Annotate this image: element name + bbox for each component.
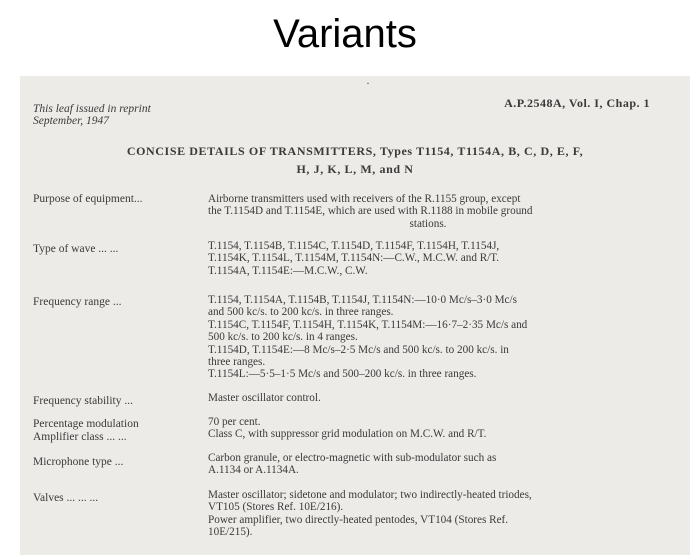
scanned-document xyxy=(20,76,690,555)
scan-speck: · xyxy=(366,76,370,90)
row-label: Percentage modulation xyxy=(33,418,139,430)
row-value xyxy=(208,416,261,428)
value-line: T.1154K, T.1154L, T.1154M, T.1154N:—C.W., M.C.W. and R/T. xyxy=(208,252,500,265)
row-label: Valves ... ... ... xyxy=(33,492,99,504)
value-line: T.1154C, T.1154F, T.1154H, T.1154K, T.1154M:—16·7–2·35 Mc/s and xyxy=(208,318,528,331)
value-line: A.1134 or A.1134A. xyxy=(208,464,299,477)
slide-title: Variants xyxy=(273,12,417,56)
value-line: VT105 (Stores Ref. 10E/216). xyxy=(208,501,344,514)
value-line: the T.1154D and T.1154E, which are used with R.1188 in mobile ground xyxy=(208,205,533,218)
value-line: T.1154L:—5·5–1·5 Mc/s and 500–200 kc/s. in three ranges. xyxy=(208,368,477,381)
reprint-note xyxy=(33,103,151,128)
row-value xyxy=(208,294,527,381)
row-value xyxy=(208,392,321,404)
reprint-note-line: September, 1947 xyxy=(33,115,110,128)
value-line: 500 kc/s. to 200 kc/s. in 4 ranges. xyxy=(208,331,358,344)
value-line: 10E/215). xyxy=(208,526,253,539)
row-value xyxy=(208,452,496,477)
value-line: stations. xyxy=(409,217,447,230)
value-line: T.1154D, T.1154E:—8 Mc/s–2·5 Mc/s and 500 kc/s. to 200 kc/s. in xyxy=(208,343,509,356)
value-line: Master oscillator control. xyxy=(208,392,321,404)
value-line: Class C, with suppressor grid modulation on M.C.W. and R/T. xyxy=(208,428,487,440)
row-label: Purpose of equipment... xyxy=(33,193,143,205)
document-heading: CONCISE DETAILS OF TRANSMITTERS, Types T1154, T1154A, B, C, D, E, F, xyxy=(126,144,584,158)
document-reference: A.P.2548A, Vol. I, Chap. 1 xyxy=(504,96,650,110)
row-value xyxy=(208,428,486,440)
row-label: Frequency stability ... xyxy=(33,395,133,407)
value-line: three ranges. xyxy=(208,356,266,369)
row-label: Frequency range ... xyxy=(33,296,122,308)
reprint-note-line: This leaf issued in reprint xyxy=(33,103,151,115)
value-line: T.1154A, T.1154E:—M.C.W., C.W. xyxy=(208,264,368,277)
value-line: T.1154, T.1154B, T.1154C, T.1154D, T.1154F, T.1154H, T.1154J, xyxy=(208,240,500,252)
row-label: Amplifier class ... ... xyxy=(33,431,127,443)
row-value xyxy=(208,489,532,539)
row-value xyxy=(208,193,533,218)
row-value xyxy=(208,240,499,277)
document-heading: H, J, K, L, M, and N xyxy=(296,162,414,176)
value-line: Master oscillator; sidetone and modulator; two indirectly-heated triodes, xyxy=(208,489,532,501)
row-label: Type of wave ... ... xyxy=(33,243,119,255)
value-line: Airborne transmitters used with receivers of the R.1155 group, except xyxy=(208,193,521,205)
value-line: Carbon granule, or electro-magnetic with sub-modulator such as xyxy=(208,452,497,464)
value-line: and 500 kc/s. to 200 kc/s. in three ranges. xyxy=(208,306,394,319)
value-line: T.1154, T.1154A, T.1154B, T.1154J, T.1154N:—10·0 Mc/s–3·0 Mc/s xyxy=(208,294,517,306)
row-label: Microphone type ... xyxy=(33,456,124,468)
value-line: 70 per cent. xyxy=(208,416,261,428)
value-line: Power amplifier, two directly-heated pentodes, VT104 (Stores Ref. xyxy=(208,513,509,526)
